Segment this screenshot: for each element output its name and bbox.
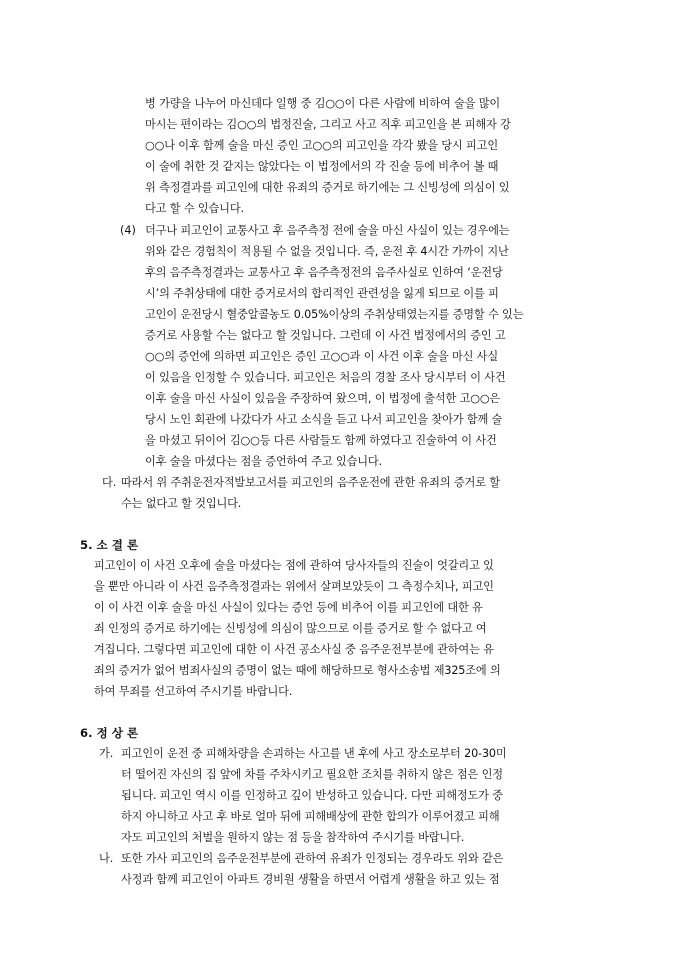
text-line: 이후 술을 마신 사실이 있음을 주장하여 왔으며, 이 법정에 출석한 고○○은 <box>145 392 501 405</box>
text-line: 고인이 운전당시 혈중알콜농도 0.05%이상의 주취상태였는지를 증명할 수 있는 <box>145 308 524 321</box>
text-line: 죄의 증거가 없어 범죄사실의 증명이 없는 때에 해당하므로 형사소송법 제325조에 의 <box>94 664 501 677</box>
text-line: 당시 노인 회관에 나갔다가 사고 소식을 듣고 나서 피고인을 찾아가 함께 술 <box>145 413 503 426</box>
text-line: 사정과 함께 피고인이 아파트 경비원 생활을 하면서 어렵게 생활을 하고 있는 점 <box>121 873 500 886</box>
section-heading: 5. 소 결 론 <box>80 538 139 552</box>
text-line: 겨집니다. 그렇다면 피고인에 대한 이 사건 공소사실 중 음주운전부분에 관하여는 유 <box>94 643 494 656</box>
text-line: 다고 할 수 있습니다. <box>145 202 244 215</box>
text-line: 피고인이 이 사건 오후에 술을 마셨다는 점에 관하여 당사자들의 진술이 엇갈리고 있 <box>94 559 494 572</box>
text-line: 이 이 사건 이후 술을 마신 사실이 있다는 증언 등에 비추어 이를 피고인에 대한 유 <box>94 601 483 614</box>
text-line: 더구나 피고인이 교통사고 후 음주측정 전에 술을 마신 사실이 있는 경우에는 <box>145 224 510 237</box>
list-marker: (4) <box>120 224 136 237</box>
text-line: 또한 가사 피고인의 음주운전부분에 관하여 유죄가 인정되는 경우라도 위와 같은 <box>121 852 504 865</box>
text-line: 죄 인정의 증거로 하기에는 신빙성에 의심이 많으므로 이를 증거로 할 수 없다고 여 <box>94 622 487 635</box>
text-line: 됩니다. 피고인 역시 이를 인정하고 깊이 반성하고 있습니다. 다만 피해정도가 중 <box>121 789 503 802</box>
text-line: 수는 없다고 할 것입니다. <box>121 497 242 510</box>
text-line: 하여 무죄를 선고하여 주시기를 바랍니다. <box>94 685 293 698</box>
text-line: 을 뿐만 아니라 이 사건 음주측정결과는 위에서 살펴보았듯이 그 측정수치나, 피고인 <box>94 580 494 593</box>
list-marker: 다. <box>102 476 117 489</box>
text-line: ○○나 이후 함께 술을 마신 증인 고○○의 피고인을 각각 봤을 당시 피고인 <box>145 139 499 152</box>
section-heading: 6. 정 상 론 <box>80 726 139 740</box>
text-line: 하지 아니하고 사고 후 바로 얼마 뒤에 피해배상에 관한 합의가 이루어졌고 피해 <box>121 810 500 823</box>
text-line: 을 마셨고 뒤이어 김○○등 다른 사람들도 함께 하였다고 진술하여 이 사건 <box>145 434 497 447</box>
text-line: 따라서 위 주취운전자적발보고서를 피고인의 음주운전에 관한 유죄의 증거로 할 <box>121 476 500 489</box>
text-line: 이후 술을 마셨다는 점을 증언하여 주고 있습니다. <box>145 455 382 468</box>
text-line: 후의 음주측정결과는 교통사고 후 음주측정전의 음주사실로 인하여 ‘운전당 <box>145 266 503 279</box>
text-line: 피고인이 운전 중 피해차량을 손괴하는 사고를 낸 후에 사고 장소로부터 20-30미 <box>121 747 507 760</box>
text-line: 마시는 편이라는 김○○의 법정진술, 그리고 사고 직후 피고인을 본 피해자 강 <box>145 118 511 131</box>
text-line: 자도 피고인의 처벌을 원하지 않는 점 등을 참작하여 주시기를 바랍니다. <box>121 831 465 844</box>
list-marker: 가. <box>99 747 114 760</box>
text-line: 이 술에 취한 것 같지는 않았다는 이 법정에서의 각 진술 등에 비추어 볼 때 <box>145 160 499 173</box>
text-line: 위와 같은 경험칙이 적용될 수 없을 것입니다. 즉, 운전 후 4시간 가까이 지난 <box>145 245 509 258</box>
text-line: 위 측정결과를 피고인에 대한 유죄의 증거로 하기에는 그 신빙성에 의심이 있 <box>145 181 510 194</box>
text-line: 증거로 사용할 수는 없다고 할 것입니다. 그런데 이 사건 법정에서의 증인 고 <box>145 329 506 342</box>
text-line: 병 가량을 나누어 마신데다 일행 중 김○○이 다른 사람에 비하여 술을 많이 <box>145 97 501 110</box>
text-line: 터 떨어진 자신의 집 앞에 차를 주차시키고 필요한 조치를 취하지 않은 점은 인정 <box>121 768 503 781</box>
text-line: 시’의 주취상태에 대한 증거로서의 합리적인 관련성을 잃게 되므로 이를 피 <box>145 287 499 300</box>
list-marker: 나. <box>99 852 114 865</box>
text-line: ○○의 증언에 의하면 피고인은 증인 고○○과 이 사건 이후 술을 마신 사실 <box>145 350 499 363</box>
text-line: 이 있음을 인정할 수 있습니다. 피고인은 처음의 경찰 조사 당시부터 이 사건 <box>145 371 506 384</box>
